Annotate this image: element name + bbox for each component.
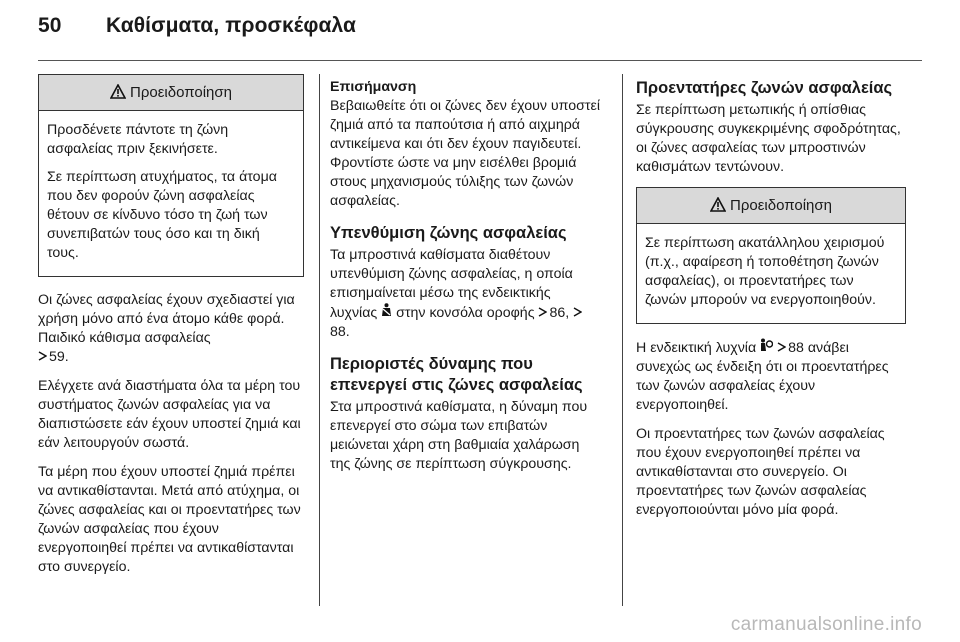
column-3 xyxy=(636,78,906,530)
warning-header xyxy=(39,75,303,111)
seatbelt-reminder-icon xyxy=(381,305,396,321)
section-title-reminder: Υπενθύμιση ζώνης ασφαλείας xyxy=(330,224,567,242)
warning-title: Προειδοποίηση xyxy=(130,84,232,101)
paragraph: Οι ζώνες ασφαλείας έχουν σχεδιαστεί για χρήση μόνο από ένα άτομο κάθε φορά. Παιδικό κάθισμα ασφαλείας 59. xyxy=(38,292,295,365)
warning-triangle-icon xyxy=(710,190,726,225)
caution-text: Βεβαιωθείτε ότι οι ζώνες δεν έχουν υποστεί ζημιά από τα παπούτσια ή από αιχμηρά αντικείμενα και ότι δεν έχουν παγιδευτεί. Φροντίστε ώστε να μην εισέλθει βρομιά στους μηχανισμούς τύλιξης των ζωνών ασφαλείας. xyxy=(330,98,600,209)
warning-body xyxy=(637,224,905,323)
reference-arrow-icon xyxy=(573,304,582,323)
column-divider xyxy=(622,74,623,606)
warning-text: Σε περίπτωση ατυχήματος, τα άτομα που δεν φορούν ζώνη ασφαλείας θέτουν σε κίνδυνο τόσο τη ζωή των συνεπιβατών τους όσο και τη δική τους. xyxy=(47,169,277,261)
paragraph: Οι προεντατήρες των ζωνών ασφαλείας που έχουν ενεργοποιηθεί πρέπει να αντικαθίστανται στο συνεργείο. Οι προεντατήρες των ζωνών ασφαλείας ενεργοποιούνται μόνο μία φορά. xyxy=(636,426,885,518)
warning-text: Προσδένετε πάντοτε τη ζώνη ασφαλείας πριν ξεκινήσετε. xyxy=(47,122,229,157)
section-title-pretensioners: Προεντατήρες ζωνών ασφαλείας xyxy=(636,79,893,97)
warning-text: Σε περίπτωση ακατάλληλου χειρισμού (π.χ., αφαίρεση ή τοποθέτηση ζωνών ασφαλείας), οι προεντατήρες των ζωνών μπορούν να ενεργοποιηθούν. xyxy=(645,235,885,308)
page-reference-link[interactable]: 88. xyxy=(330,324,350,340)
column-divider xyxy=(319,74,320,606)
watermark: carmanualsonline.info xyxy=(730,614,922,635)
page-number: 50 xyxy=(38,14,62,37)
warning-triangle-icon xyxy=(110,77,126,112)
reference-arrow-icon xyxy=(38,348,47,367)
column-1 xyxy=(38,74,304,587)
paragraph: Τα μέρη που έχουν υποστεί ζημιά πρέπει να αντικαθίστανται. Μετά από ατύχημα, οι ζώνες ασφαλείας και οι προεντατήρες των ζωνών ασφαλείας που έχουν ενεργοποιηθεί πρέπει να αντικαθίστανται στο συνεργείο. xyxy=(38,464,301,575)
header-rule xyxy=(38,60,922,61)
warning-body xyxy=(39,111,303,276)
paragraph: Τα μπροστινά καθίσματα διαθέτουν υπενθύμιση ζώνης ασφαλείας, η οποία επισημαίνεται μέσω της ενδεικτικής λυχνίας στην κονσόλα οροφής 86, 88. xyxy=(330,246,600,342)
warning-header xyxy=(637,188,905,224)
warning-title: Προειδοποίηση xyxy=(730,197,832,214)
page-reference-link[interactable]: 59. xyxy=(49,349,69,365)
paragraph: Η ενδεικτική λυχνία 88 ανάβει συνεχώς ως ένδειξη ότι οι προεντατήρες των ζωνών ασφαλείας έχουν ενεργοποιηθεί. xyxy=(636,340,889,413)
column-2 xyxy=(330,78,600,484)
page-title: Καθίσματα, προσκέφαλα xyxy=(105,14,357,37)
paragraph: Ελέγχετε ανά διαστήματα όλα τα μέρη του συστήματος ζωνών ασφαλείας για να διαπιστώσετε εάν έχουν υποστεί ζημιά και εάν λειτουργούν σωστά. xyxy=(38,378,301,451)
warning-box xyxy=(38,74,304,277)
section-title-limiter: Περιοριστές δύναμης που επενεργεί στις ζώνες ασφαλείας xyxy=(330,355,583,394)
reference-arrow-icon xyxy=(538,304,547,323)
paragraph: Σε περίπτωση μετωπικής ή οπίσθιας σύγκρουσης συγκεκριμένης σφοδρότητας, οι ζώνες ασφαλείας των μπροστινών καθισμάτων τεντώνουν. xyxy=(636,102,901,175)
page-reference-link[interactable]: 88 xyxy=(788,340,804,356)
caution-title: Επισήμανση xyxy=(330,79,417,95)
airbag-warning-lamp-icon xyxy=(760,340,777,356)
page-reference-link[interactable]: 86, xyxy=(549,305,570,321)
warning-box xyxy=(636,187,906,324)
page-header xyxy=(38,14,356,38)
paragraph: Στα μπροστινά καθίσματα, η δύναμη που επενεργεί στο σώμα των επιβατών μειώνεται χάρη στη βαθμιαία χαλάρωση της ζώνης σε περίπτωση σύγκρουσης. xyxy=(330,399,588,472)
reference-arrow-icon xyxy=(777,339,786,358)
